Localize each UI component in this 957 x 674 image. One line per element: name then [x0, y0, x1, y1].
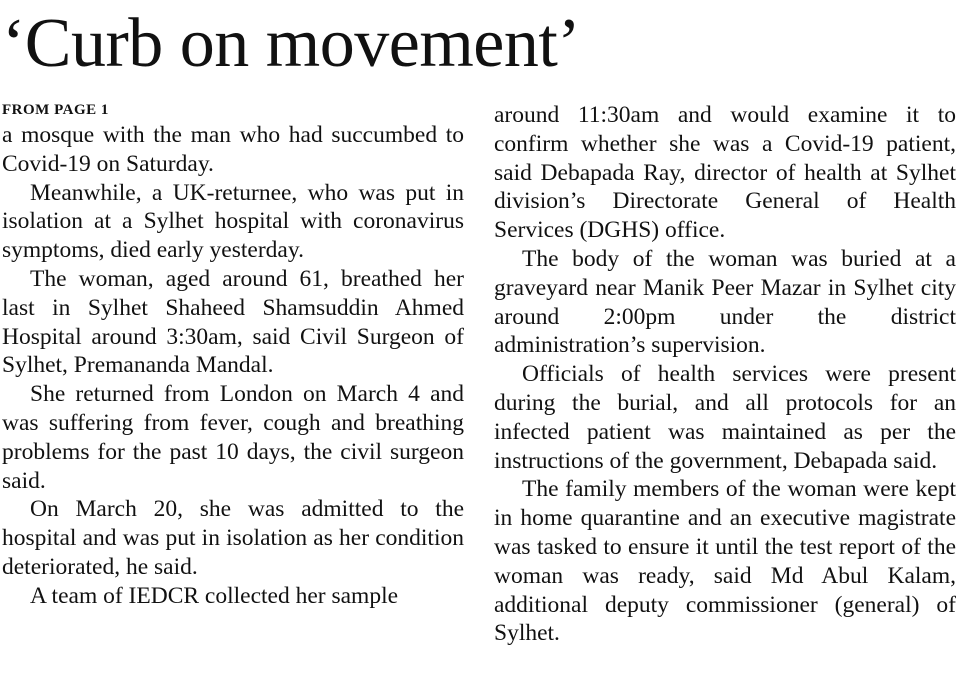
paragraph: around 11:30am and would examine it to confirm whether she was a Covid-19 patient, said Debapada Ray, director of health at Sylhet division’s Directorate General of Health Services (DGHS) office.: [494, 102, 956, 244]
paragraph: The body of the woman was buried at a graveyard near Manik Peer Mazar in Sylhet city around 2:00pm under the district administration’s supervision.: [494, 245, 956, 359]
paragraph: The family members of the woman were kept in home quarantine and an executive magistrate was tasked to ensure it until the test report of the woman was ready, said Md Abul Kalam, additional deputy commissioner (general) of Sylhet.: [494, 476, 956, 647]
headline: ‘Curb on movement’: [2, 5, 581, 82]
paragraph: A team of IEDCR collected her sample: [30, 582, 399, 609]
paragraph: Officials of health services were present during the burial, and all protocols for an infected patient was maintained as per the instructions of the government, Debapada said.: [494, 361, 956, 474]
paragraph: Meanwhile, a UK-returnee, who was put in isolation at a Sylhet hospital with coronavirus symptoms, died early yesterday.: [2, 179, 464, 264]
paragraph: She returned from London on March 4 and was suffering from fever, cough and breathing problems for the past 10 days, the civil surgeon said.: [2, 381, 464, 494]
left-column: [2, 100, 464, 611]
paragraph: On March 20, she was admitted to the hospital and was put in isolation as her condition deteriorated, he said.: [2, 496, 464, 580]
right-column: [494, 101, 956, 648]
continued-from-label: FROM PAGE 1: [2, 102, 109, 118]
paragraph: a mosque with the man who had succumbed to Covid-19 on Saturday.: [2, 122, 464, 177]
paragraph: The woman, aged around 61, breathed her last in Sylhet Shaheed Shamsuddin Ahmed Hospital around 3:30am, said Civil Surgeon of Sylhet, Premananda Mandal.: [2, 265, 464, 379]
